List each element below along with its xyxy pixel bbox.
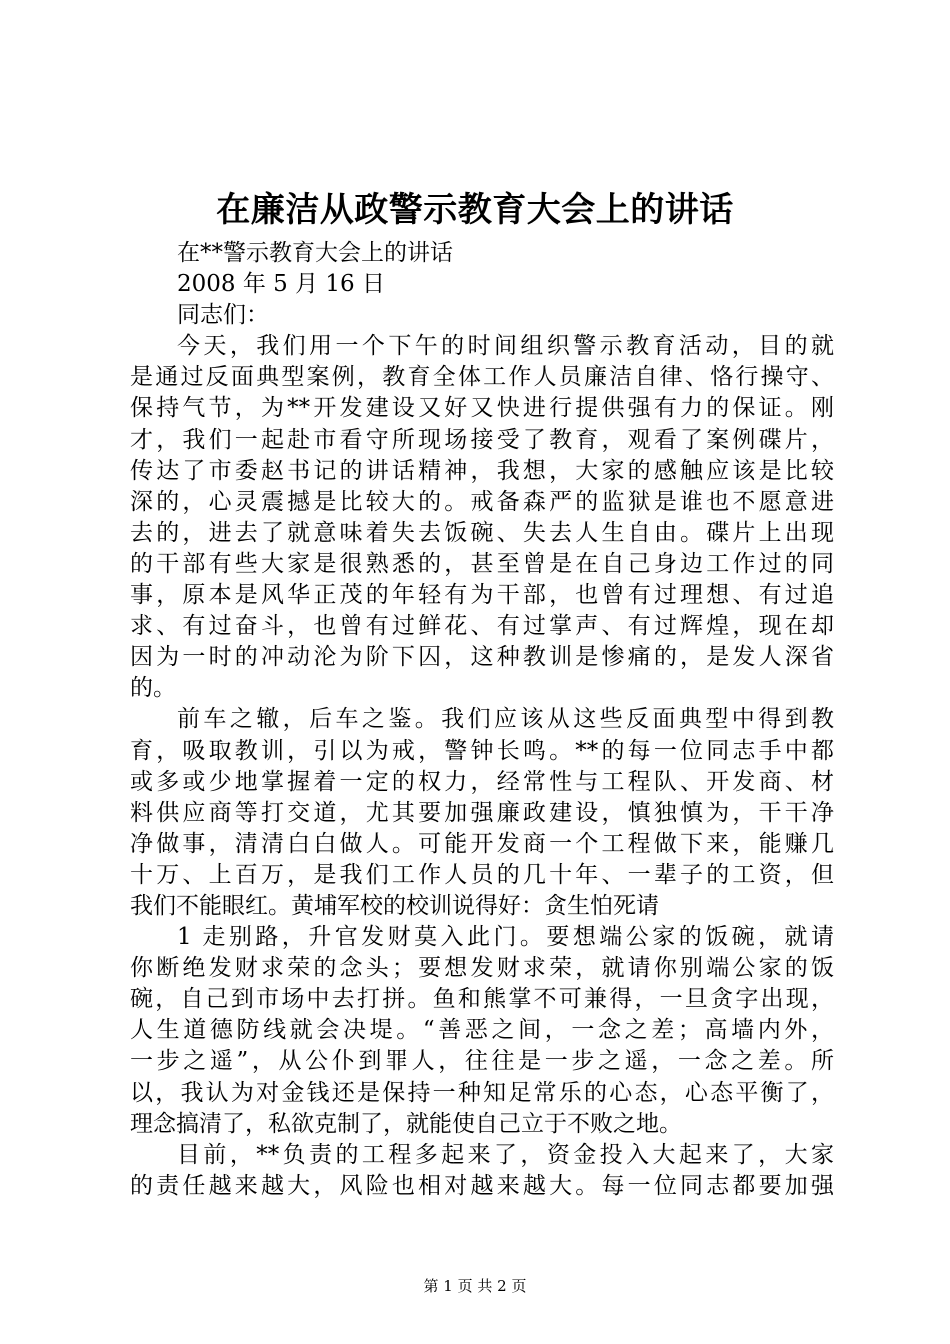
paragraph-line: 的干部有些大家是很熟悉的，甚至曾是在自己身边工作过的同 [130, 550, 834, 577]
paragraph-line: 十万、上百万，是我们工作人员的几十年、一辈子的工资，但 [130, 861, 834, 888]
paragraph-line: 净做事，清清白白做人。可能开发商一个工程做下来，能赚几 [130, 830, 834, 857]
paragraph-line: 人生道德防线就会决堤。“善恶之间，一念之差；高墙内外， [130, 1017, 834, 1044]
paragraph-line: 因为一时的冲动沦为阶下囚，这种教训是惨痛的，是发人深省 [130, 644, 834, 671]
paragraph-line: 保持气节，为**开发建设又好又快进行提供强有力的保证。刚 [130, 395, 834, 422]
subtitle-line: 在**警示教育大会上的讲话 [177, 240, 453, 266]
page-title: 在廉洁从政警示教育大会上的讲话 [216, 190, 734, 230]
salutation-line: 同志们： [177, 302, 269, 329]
paragraph-line: 碗，自己到市场中去打拼。鱼和熊掌不可兼得，一旦贪字出现， [130, 986, 834, 1013]
paragraph-line: 深的，心灵震撼是比较大的。戒备森严的监狱是谁也不愿意进 [130, 488, 834, 515]
paragraph-line: 前车之辙，后车之鉴。我们应该从这些反面典型中得到教 [177, 706, 834, 733]
document-body [130, 238, 834, 1202]
paragraph-line: 料供应商等打交道，尤其要加强廉政建设，慎独慎为，干干净 [130, 799, 834, 826]
paragraph-line: 1 走别路，升官发财莫入此门。要想端公家的饭碗，就请 [177, 924, 834, 951]
paragraph-line: 才，我们一起赴市看守所现场接受了教育，观看了案例碟片， [130, 426, 834, 453]
paragraph-line: 我们不能眼红。黄埔军校的校训说得好：贪生怕死请 [130, 892, 659, 919]
paragraph-line: 育，吸取教训，引以为戒，警钟长鸣。**的每一位同志手中都 [130, 737, 834, 764]
paragraph-line: 去的，进去了就意味着失去饭碗、失去人生自由。碟片上出现 [130, 519, 834, 546]
paragraph-line: 你断绝发财求荣的念头；要想发财求荣，就请你别端公家的饭 [130, 955, 834, 982]
page-footer: 第 1 页 共 2 页 [423, 1277, 527, 1295]
paragraph-line: 一步之遥”，从公仆到罪人，往往是一步之遥，一念之差。所 [130, 1048, 834, 1075]
date-line: 2008 年 5 月 16 日 [177, 271, 385, 298]
paragraph-line: 事，原本是风华正茂的年轻有为干部，也曾有过理想、有过追 [130, 582, 834, 609]
paragraph-line: 以，我认为对金钱还是保持一种知足常乐的心态，心态平衡了， [130, 1079, 834, 1106]
paragraph-line: 是通过反面典型案例，教育全体工作人员廉洁自律、恪行操守、 [130, 364, 834, 391]
paragraph-line: 的责任越来越大，风险也相对越来越大。每一位同志都要加强 [130, 1172, 834, 1199]
paragraph-line: 今天，我们用一个下午的时间组织警示教育活动，目的就 [177, 333, 834, 360]
paragraph-line: 目前，**负责的工程多起来了，资金投入大起来了，大家 [177, 1141, 834, 1168]
paragraph-line: 的。 [130, 675, 176, 702]
paragraph-line: 传达了市委赵书记的讲话精神，我想，大家的感触应该是比较 [130, 457, 834, 484]
paragraph-line: 求、有过奋斗，也曾有过鲜花、有过掌声、有过辉煌，现在却 [130, 613, 834, 640]
paragraph-line: 或多或少地掌握着一定的权力，经常性与工程队、开发商、材 [130, 768, 834, 795]
paragraph-line: 理念搞清了，私欲克制了，就能使自己立于不败之地。 [130, 1110, 682, 1137]
